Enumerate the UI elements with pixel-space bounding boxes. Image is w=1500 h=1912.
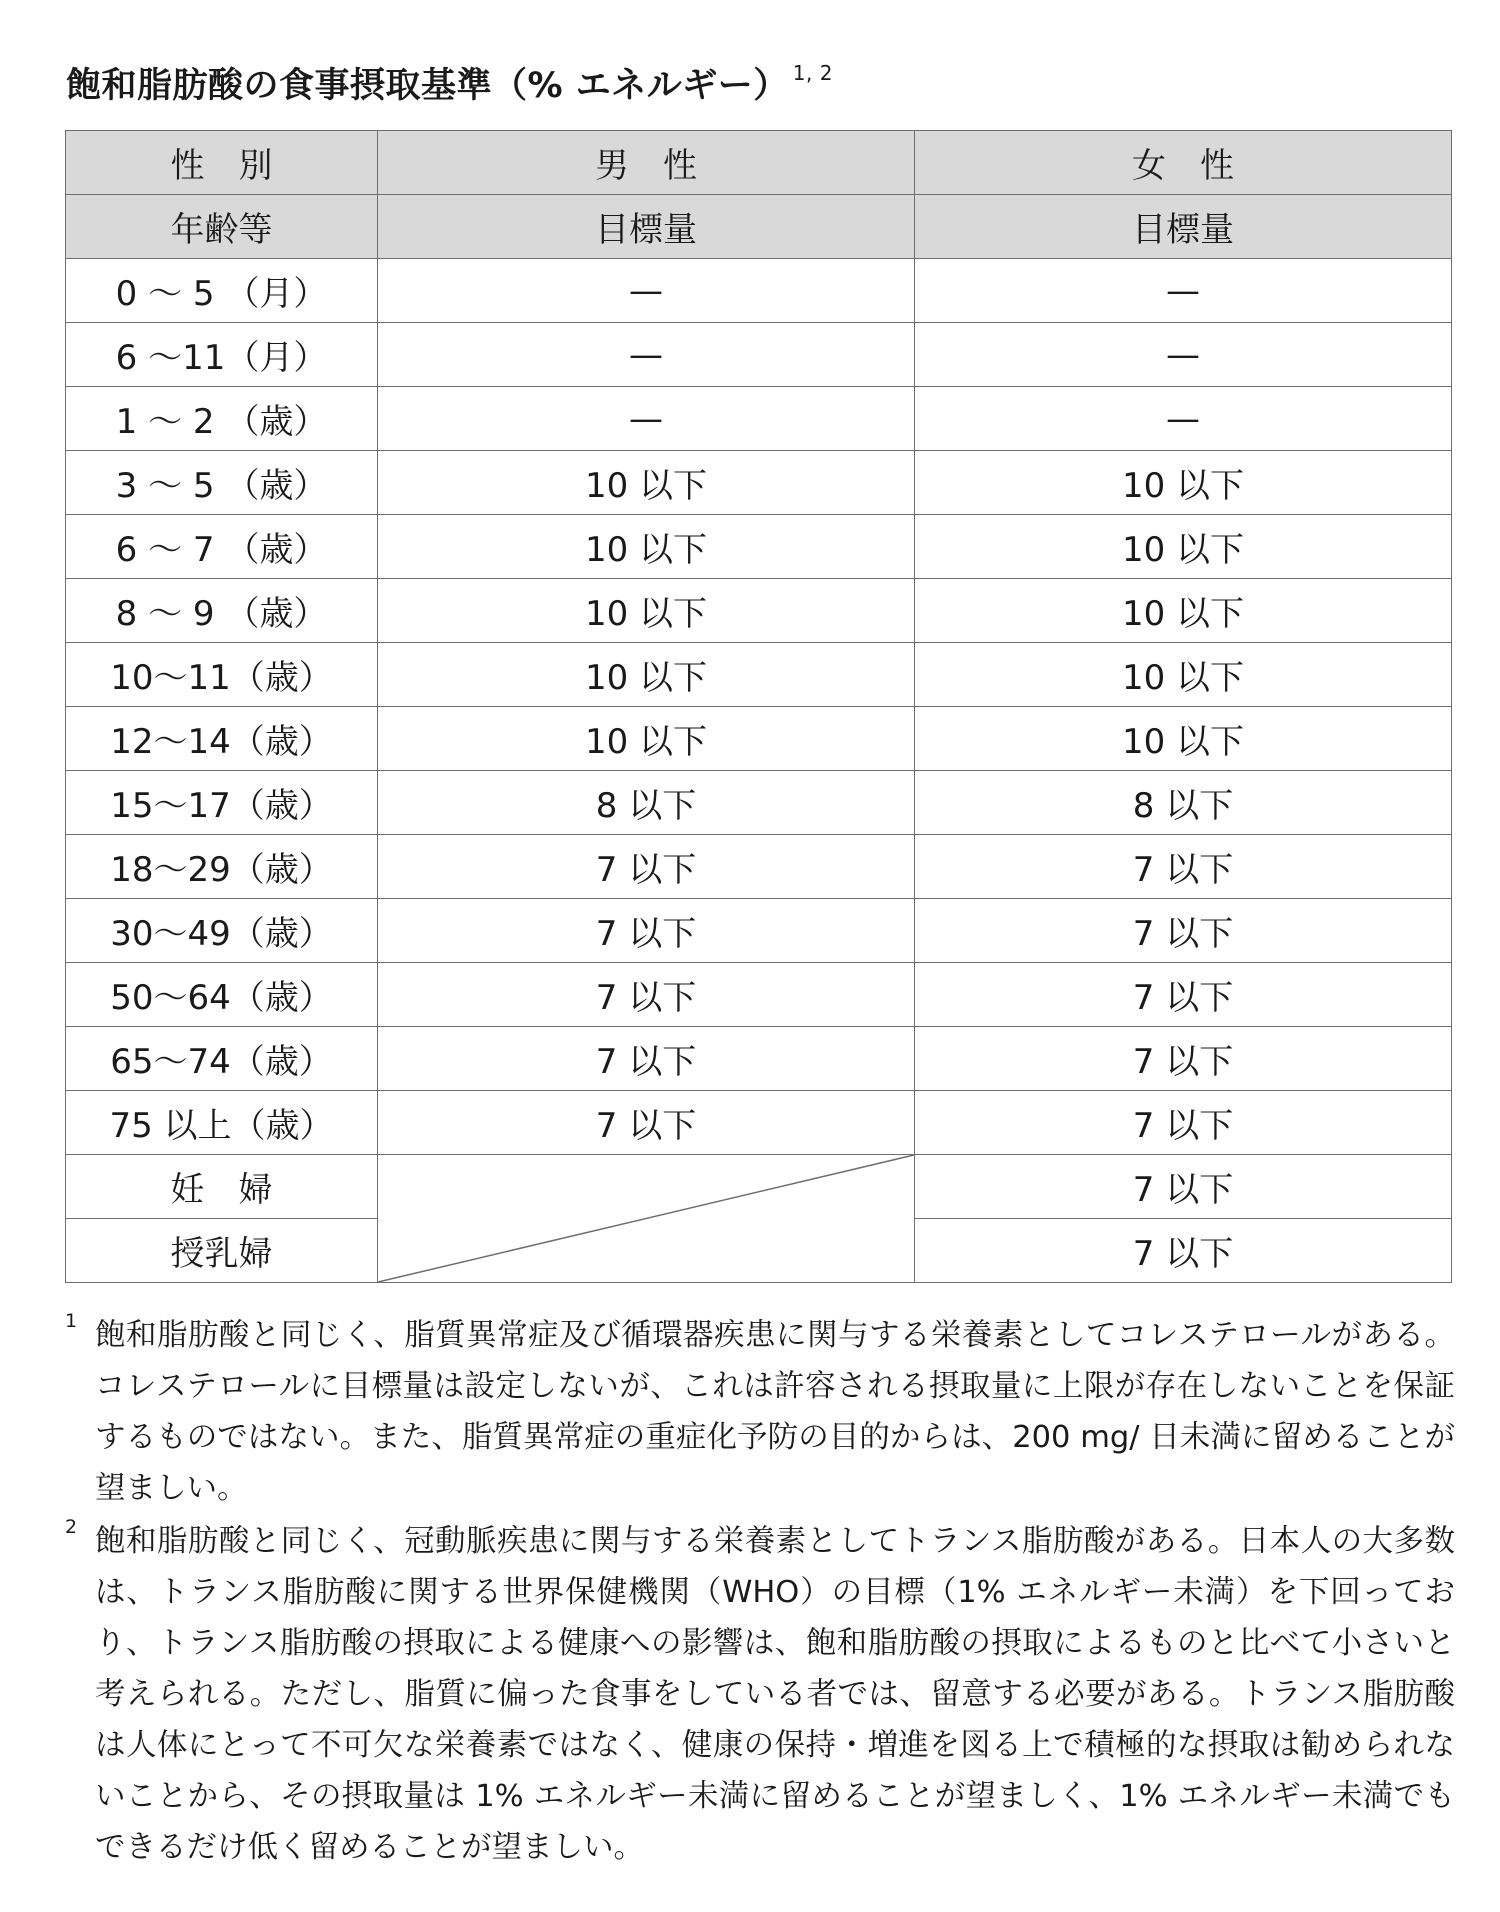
female-value-cell: 7 以下	[915, 963, 1452, 1027]
age-cell: 10～11（歳）	[66, 643, 378, 707]
table-row	[66, 259, 1452, 323]
age-cell: 1 ～ 2 （歳）	[66, 387, 378, 451]
male-value-cell: 7 以下	[378, 1091, 915, 1155]
male-value-cell: 10 以下	[378, 451, 915, 515]
age-cell: 12～14（歳）	[66, 707, 378, 771]
male-value-cell: 10 以下	[378, 643, 915, 707]
footnote	[65, 1516, 1455, 1873]
table-row	[66, 515, 1452, 579]
header-cell: 女 性	[915, 131, 1452, 195]
diagonal-line	[378, 1155, 914, 1282]
footnote-number: 1	[65, 1310, 78, 1332]
not-applicable-diagonal-cell	[378, 1155, 915, 1283]
female-value-cell: 10 以下	[915, 643, 1452, 707]
male-value-cell: —	[378, 259, 915, 323]
male-value-cell: 7 以下	[378, 835, 915, 899]
table-row	[66, 451, 1452, 515]
header-cell: 性 別	[66, 131, 378, 195]
female-value-cell: 7 以下	[915, 1219, 1452, 1283]
footnote-text: 飽和脂肪酸と同じく、冠動脈疾患に関与する栄養素としてトランス脂肪酸がある。日本人の大多数は、トランス脂肪酸に関する世界保健機関（WHO）の目標（1% エネルギー未満）を下回っており、トランス脂肪酸の摂取による健康への影響は、飽和脂肪酸の摂取によるものと比べて小さいと考えられる。ただし、脂質に偏った食事をしている者では、留意する必要がある。トランス脂肪酸は人体にとって不可欠な栄養素ではなく、健康の保持・増進を図る上で積極的な摂取は勧められないことから、その摂取量は 1% エネルギー未満に留めることが望ましく、1% エネルギー未満でもできるだけ低く留めることが望ましい。	[95, 1524, 1455, 1865]
female-value-cell: 10 以下	[915, 515, 1452, 579]
table-row	[66, 963, 1452, 1027]
male-value-cell: 10 以下	[378, 515, 915, 579]
age-cell: 3 ～ 5 （歳）	[66, 451, 378, 515]
female-value-cell: 7 以下	[915, 1091, 1452, 1155]
male-value-cell: 10 以下	[378, 579, 915, 643]
female-value-cell: 10 以下	[915, 707, 1452, 771]
table-row	[66, 579, 1452, 643]
age-cell: 50～64（歳）	[66, 963, 378, 1027]
footnote	[65, 1310, 1455, 1514]
table-row	[66, 899, 1452, 963]
table-row-pregnant	[66, 1155, 1452, 1219]
age-cell: 8 ～ 9 （歳）	[66, 579, 378, 643]
female-value-cell: 10 以下	[915, 451, 1452, 515]
table-row	[66, 323, 1452, 387]
title-footnote-refs: 1, 2	[792, 61, 833, 86]
age-cell: 0 ～ 5 （月）	[66, 259, 378, 323]
male-value-cell: 7 以下	[378, 1027, 915, 1091]
table-row	[66, 1027, 1452, 1091]
female-value-cell: 8 以下	[915, 771, 1452, 835]
male-value-cell: —	[378, 387, 915, 451]
female-value-cell: 7 以下	[915, 899, 1452, 963]
age-cell: 75 以上（歳）	[66, 1091, 378, 1155]
footnote-text: 飽和脂肪酸と同じく、脂質異常症及び循環器疾患に関与する栄養素としてコレステロールがある。コレステロールに目標量は設定しないが、これは許容される摂取量に上限が存在しないことを保証するものではない。また、脂質異常症の重症化予防の目的からは、200 mg/ 日未満に留めることが望ましい。	[95, 1318, 1455, 1506]
table-row	[66, 1091, 1452, 1155]
age-cell: 6 ～ 7 （歳）	[66, 515, 378, 579]
header-cell: 男 性	[378, 131, 915, 195]
page-title	[66, 58, 833, 108]
male-value-cell: 8 以下	[378, 771, 915, 835]
footnote-number: 2	[65, 1516, 78, 1538]
female-value-cell: —	[915, 323, 1452, 387]
header-row-sex	[66, 131, 1452, 195]
male-value-cell: 10 以下	[378, 707, 915, 771]
table-row	[66, 835, 1452, 899]
male-value-cell: 7 以下	[378, 899, 915, 963]
title-text: 飽和脂肪酸の食事摂取基準（% エネルギー）	[66, 66, 789, 106]
header-cell: 年齢等	[66, 195, 378, 259]
female-value-cell: 10 以下	[915, 579, 1452, 643]
male-value-cell: —	[378, 323, 915, 387]
female-value-cell: 7 以下	[915, 835, 1452, 899]
female-value-cell: —	[915, 259, 1452, 323]
header-cell: 目標量	[915, 195, 1452, 259]
age-cell: 授乳婦	[66, 1219, 378, 1283]
age-cell: 6 ～11（月）	[66, 323, 378, 387]
age-cell: 18～29（歳）	[66, 835, 378, 899]
age-cell: 65～74（歳）	[66, 1027, 378, 1091]
intake-standard-table	[65, 130, 1452, 1283]
table-row	[66, 387, 1452, 451]
header-row-age	[66, 195, 1452, 259]
female-value-cell: 7 以下	[915, 1027, 1452, 1091]
female-value-cell: —	[915, 387, 1452, 451]
table-row	[66, 707, 1452, 771]
female-value-cell: 7 以下	[915, 1155, 1452, 1219]
table-row	[66, 643, 1452, 707]
age-cell: 妊 婦	[66, 1155, 378, 1219]
footnotes	[65, 1310, 1455, 1875]
age-cell: 15～17（歳）	[66, 771, 378, 835]
table-row	[66, 771, 1452, 835]
male-value-cell: 7 以下	[378, 963, 915, 1027]
age-cell: 30～49（歳）	[66, 899, 378, 963]
header-cell: 目標量	[378, 195, 915, 259]
